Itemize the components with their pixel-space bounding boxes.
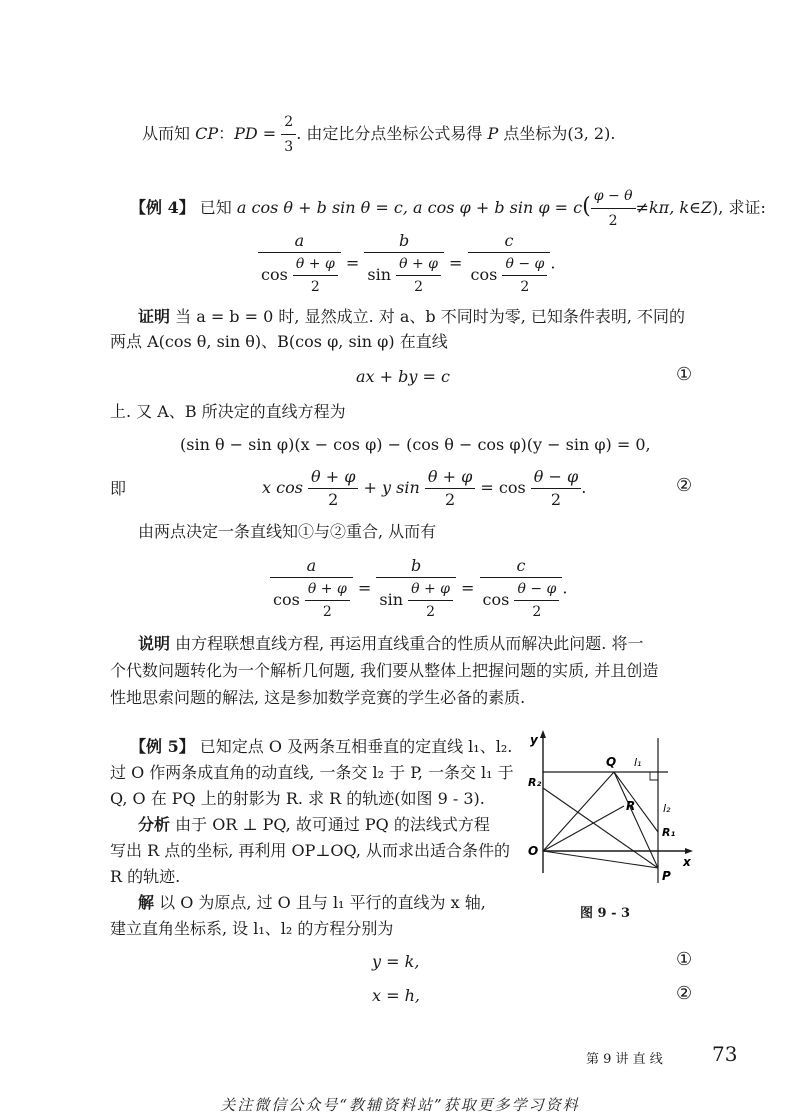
- num: φ − θ: [593, 188, 633, 204]
- label-p: P: [662, 869, 671, 883]
- num: c: [516, 556, 526, 575]
- num: θ + φ: [295, 256, 335, 272]
- den: 2: [293, 275, 338, 298]
- equals: =: [340, 253, 365, 273]
- den: [480, 577, 563, 623]
- inner-fraction: [305, 578, 350, 623]
- figure-caption: 图 9 - 3: [580, 906, 631, 921]
- num: c: [504, 231, 514, 250]
- example-label: 【例 4】: [130, 198, 195, 217]
- ji-label: 即: [110, 479, 127, 498]
- inner-fraction: [502, 253, 547, 298]
- x-arrow: [685, 848, 693, 854]
- den: 2: [591, 208, 636, 233]
- math-text: ≠kπ, k∈Z: [635, 198, 713, 217]
- den: [364, 252, 444, 298]
- fraction-3: [480, 555, 563, 623]
- proof-line-1: [138, 305, 685, 329]
- label-l2: l₂: [663, 802, 671, 815]
- den: 2: [396, 275, 441, 298]
- den: 2: [502, 275, 547, 298]
- text: cos: [482, 590, 510, 609]
- right-angle-mark: [650, 772, 658, 780]
- label-q: Q: [606, 755, 617, 769]
- proof-line-2: 两点 A(cos θ, sin θ)、B(cos φ, sin φ) 在直线: [110, 332, 448, 351]
- period: .: [562, 578, 568, 598]
- den: 2: [425, 488, 475, 511]
- example-4-equation: [258, 230, 555, 298]
- label-o: O: [528, 844, 539, 858]
- text: x cos: [262, 478, 303, 497]
- text: 从而知: [142, 124, 196, 143]
- page-number: 73: [712, 1042, 738, 1066]
- text: cos: [261, 265, 288, 284]
- segment-r2p: [543, 788, 658, 868]
- fraction: [531, 466, 581, 511]
- equals: =: [455, 578, 480, 598]
- num: θ + φ: [399, 256, 438, 272]
- text: 当 a = b = 0 时, 显然成立. 对 a、b 不同时为零, 已知条件表明, 不同的: [170, 307, 686, 326]
- final-equation: [270, 555, 567, 623]
- text: 已知定点 O 及两条互相垂直的定直线 l₁、l₂.: [194, 737, 513, 756]
- solution-line-2: 建立直角坐标系, 设 l₁、l₂ 的方程分别为: [110, 919, 394, 938]
- den: [258, 252, 341, 298]
- proof-label: 证明: [138, 307, 171, 326]
- text: cos: [273, 590, 300, 609]
- circled-2b: ②: [676, 983, 693, 1004]
- text: =: [257, 124, 282, 143]
- circled-1b: ①: [676, 949, 693, 970]
- fraction-2: [364, 230, 444, 298]
- analysis-line-1: [138, 813, 490, 837]
- num: a: [306, 556, 317, 575]
- proof-line-4: 由两点决定一条直线知①与②重合, 从而有: [138, 522, 437, 541]
- fraction-1: [270, 555, 353, 623]
- ex5-line-1: [130, 735, 512, 759]
- note-line-1: [138, 632, 643, 656]
- inner-fraction: [408, 578, 453, 623]
- example-label: 【例 5】: [130, 737, 195, 756]
- text: cos: [470, 265, 498, 284]
- fraction-paren: [591, 184, 636, 233]
- text: . 由定比分点坐标公式易得: [296, 124, 488, 143]
- den: 2: [408, 600, 453, 623]
- text: ), 求证:: [712, 198, 766, 217]
- analysis-line-3: R 的轨迹.: [110, 867, 181, 886]
- text: 点坐标为(3, 2).: [498, 124, 616, 143]
- den: [270, 577, 353, 623]
- text: sin: [379, 590, 403, 609]
- footer-chapter: 第 9 讲 直 线: [586, 1052, 663, 1067]
- fraction-2-3: [281, 110, 296, 159]
- num: θ + φ: [307, 581, 347, 597]
- math-pd: PD: [234, 124, 258, 143]
- segment-qp: [614, 772, 658, 868]
- segment-qr1: [614, 772, 658, 832]
- fraction-1: [258, 230, 341, 298]
- solution-line-1: [138, 891, 486, 915]
- segment-op: [543, 851, 658, 868]
- inner-fraction: [293, 253, 338, 298]
- fraction-3: [468, 230, 551, 298]
- text: 以 O 为原点, 过 O 且与 l₁ 平行的直线为 x 轴,: [154, 893, 486, 912]
- label-y: y: [530, 733, 538, 747]
- note-line-2: 个代数问题转化为一个解析几何题, 我们要从整体上把握问题的实质, 并且创造: [110, 661, 659, 680]
- ex5-line-3: Q, O 在 PQ 上的射影为 R. 求 R 的轨迹(如图 9 - 3).: [110, 789, 485, 808]
- den: 2: [531, 488, 581, 511]
- note-label: 说明: [138, 634, 171, 653]
- figure-9-3: [528, 728, 703, 898]
- num: θ + φ: [427, 467, 473, 486]
- label-x: x: [683, 855, 691, 869]
- segment-or: [543, 806, 624, 851]
- circled-2: ②: [676, 475, 693, 496]
- num: b: [399, 231, 410, 250]
- example-4-statement: [130, 184, 766, 233]
- segment-oq: [543, 772, 614, 851]
- num: θ + φ: [411, 581, 450, 597]
- note-line-3: 性地思索问题的解法, 这是参加数学竞赛的学生必备的素质.: [110, 688, 526, 707]
- inner-fraction: [514, 578, 559, 623]
- y-arrow: [540, 730, 546, 738]
- ex5-line-2: 过 O 作两条成直角的动直线, 一条交 l₂ 于 P, 一条交 l₁ 于: [110, 763, 514, 782]
- text: 由于 OR ⊥ PQ, 故可通过 PQ 的法线式方程: [170, 815, 490, 834]
- text: 由方程联想直线方程, 再运用直线重合的性质从而解决此问题. 将一: [170, 634, 644, 653]
- equation-line-ab: (sin θ − sin φ)(x − cos φ) − (cos θ − cos φ)(y − sin φ) = 0,: [180, 435, 651, 454]
- math-cp: CP: [195, 124, 219, 143]
- label-l1: l₁: [634, 756, 642, 769]
- circled-1: ①: [676, 364, 693, 385]
- den: [376, 577, 456, 623]
- equation-1: ax + by = c: [356, 367, 450, 386]
- text: = cos: [475, 478, 526, 497]
- equation-2: x cos $\frac{\theta + \varphi}{2}$ + y sin $\frac{\theta + \varphi}{2}$ = cos $\frac{\theta - \varphi}{2}$ .: [262, 467, 587, 509]
- num: b: [411, 556, 422, 575]
- watermark-note: 关注微信公众号“教辅资料站”获取更多学习资料: [220, 1096, 580, 1114]
- den: 2: [305, 600, 350, 623]
- proof-line-3: 上. 又 A、B 所决定的直线方程为: [110, 402, 346, 421]
- label-r: R: [626, 799, 636, 813]
- text: ：: [218, 124, 235, 143]
- fraction-2: [376, 555, 456, 623]
- num: θ − φ: [505, 256, 545, 272]
- text: + y sin: [358, 478, 420, 497]
- equals: =: [352, 578, 377, 598]
- math-p: P: [487, 124, 499, 143]
- den: 2: [308, 488, 358, 511]
- equals: =: [443, 253, 468, 273]
- num: 2: [284, 114, 294, 130]
- equation-y-k: y = k,: [372, 952, 420, 971]
- den: [468, 252, 551, 298]
- text: sin: [367, 265, 391, 284]
- analysis-line-2: 写出 R 点的坐标, 再利用 OP⊥OQ, 从而求出适合条件的: [110, 841, 511, 860]
- text: 已知: [194, 198, 237, 217]
- fraction: [425, 466, 475, 511]
- num: θ − φ: [533, 467, 579, 486]
- den: 3: [281, 134, 296, 159]
- inner-fraction: [396, 253, 441, 298]
- num: a: [294, 231, 305, 250]
- den: 2: [514, 600, 559, 623]
- label-r2: R₂: [528, 776, 542, 789]
- analysis-label: 分析: [138, 815, 171, 834]
- math-condition: a cos θ + b sin θ = c, a cos φ + b sin φ = c: [236, 198, 583, 217]
- period: .: [550, 253, 556, 273]
- fraction: [308, 466, 358, 511]
- paragraph-cp-pd: [142, 110, 615, 159]
- solution-label: 解: [138, 893, 155, 912]
- num: θ − φ: [517, 581, 557, 597]
- paren: (: [582, 194, 591, 219]
- label-r1: R₁: [662, 826, 676, 839]
- equation-x-h: x = h,: [372, 986, 420, 1005]
- num: θ + φ: [311, 467, 356, 486]
